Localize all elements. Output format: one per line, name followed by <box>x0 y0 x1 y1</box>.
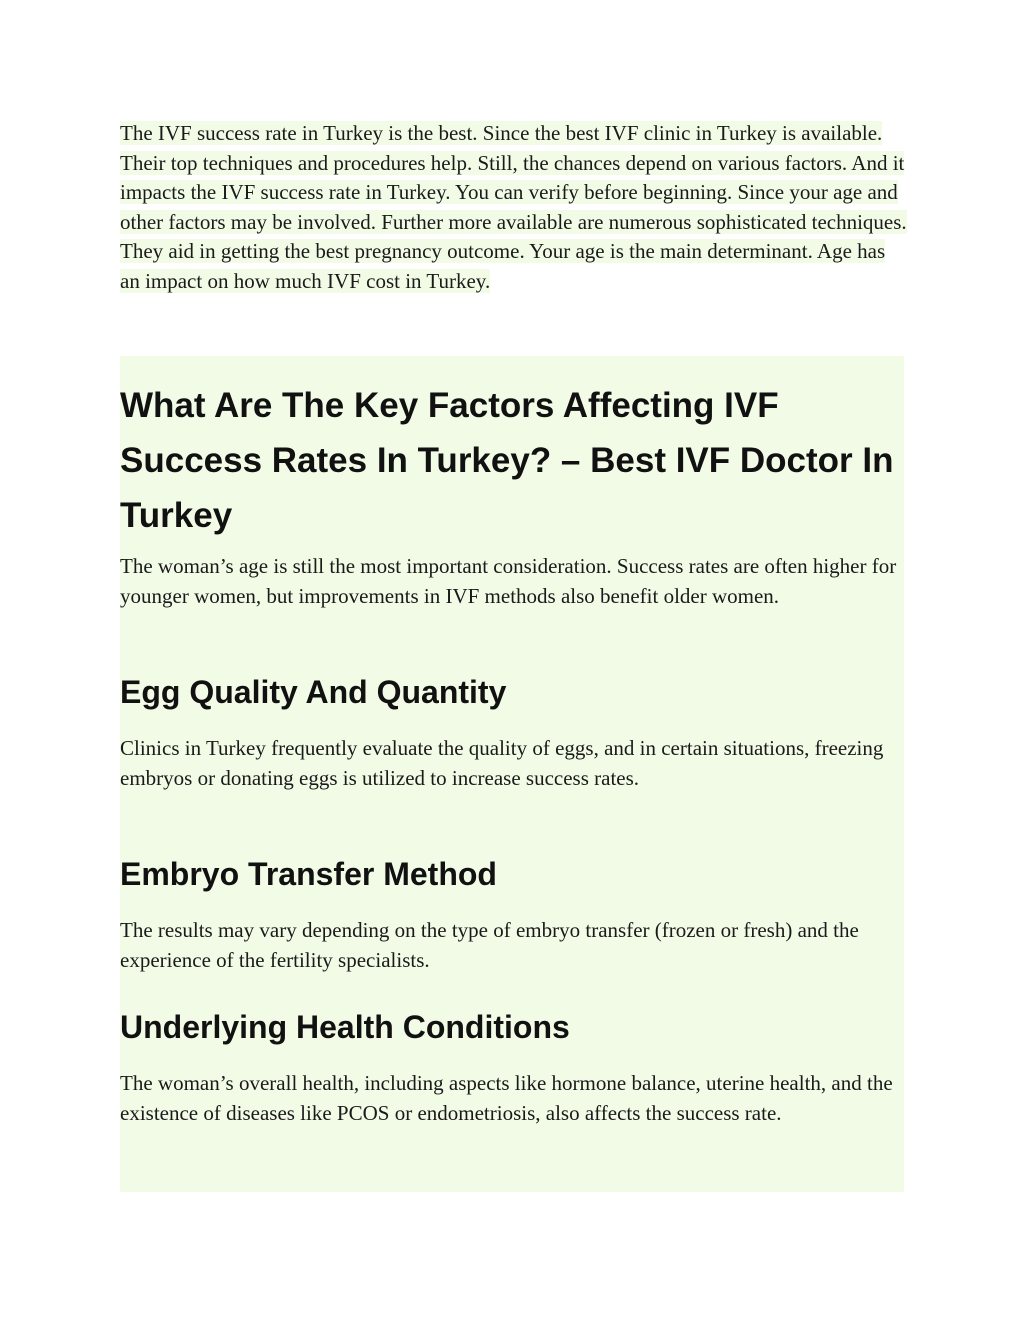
main-section <box>120 378 900 543</box>
health-conditions-heading: Underlying Health Conditions <box>120 1009 570 1045</box>
main-section-body: The woman’s age is still the most important consideration. Success rates are often higher for younger women, but improvements in IVF methods also benefit older women. <box>120 554 897 608</box>
egg-quality-heading: Egg Quality And Quantity <box>120 674 507 710</box>
main-heading: What Are The Key Factors Affecting IVF Success Rates In Turkey? – Best IVF Doctor In Turkey <box>120 386 894 535</box>
egg-quality-body: Clinics in Turkey frequently evaluate the quality of eggs, and in certain situations, freezing embryos or donating eggs is utilized to increase success rates. <box>120 736 884 790</box>
health-conditions-body: The woman’s overall health, including aspects like hormone balance, uterine health, and the existence of diseases like PCOS or endometriosis, also affects the success rate. <box>120 1071 893 1125</box>
intro-paragraph <box>120 119 910 296</box>
embryo-transfer-heading: Embryo Transfer Method <box>120 856 497 892</box>
intro-text: The IVF success rate in Turkey is the best. Since the best IVF clinic in Turkey is available. Their top techniques and procedures help. Still, the chances depend on various factors. And it impacts the IVF success rate in Turkey. You can verify before beginning. Since your age and other factors may be involved. Further more available are numerous sophisticated techniques. They aid in getting the best pregnancy outcome. Your age is the main determinant. Age has an impact on how much IVF cost in Turkey. <box>120 121 907 293</box>
embryo-transfer-body: The results may vary depending on the type of embryo transfer (frozen or fresh) and the experience of the fertility specialists. <box>120 918 859 972</box>
